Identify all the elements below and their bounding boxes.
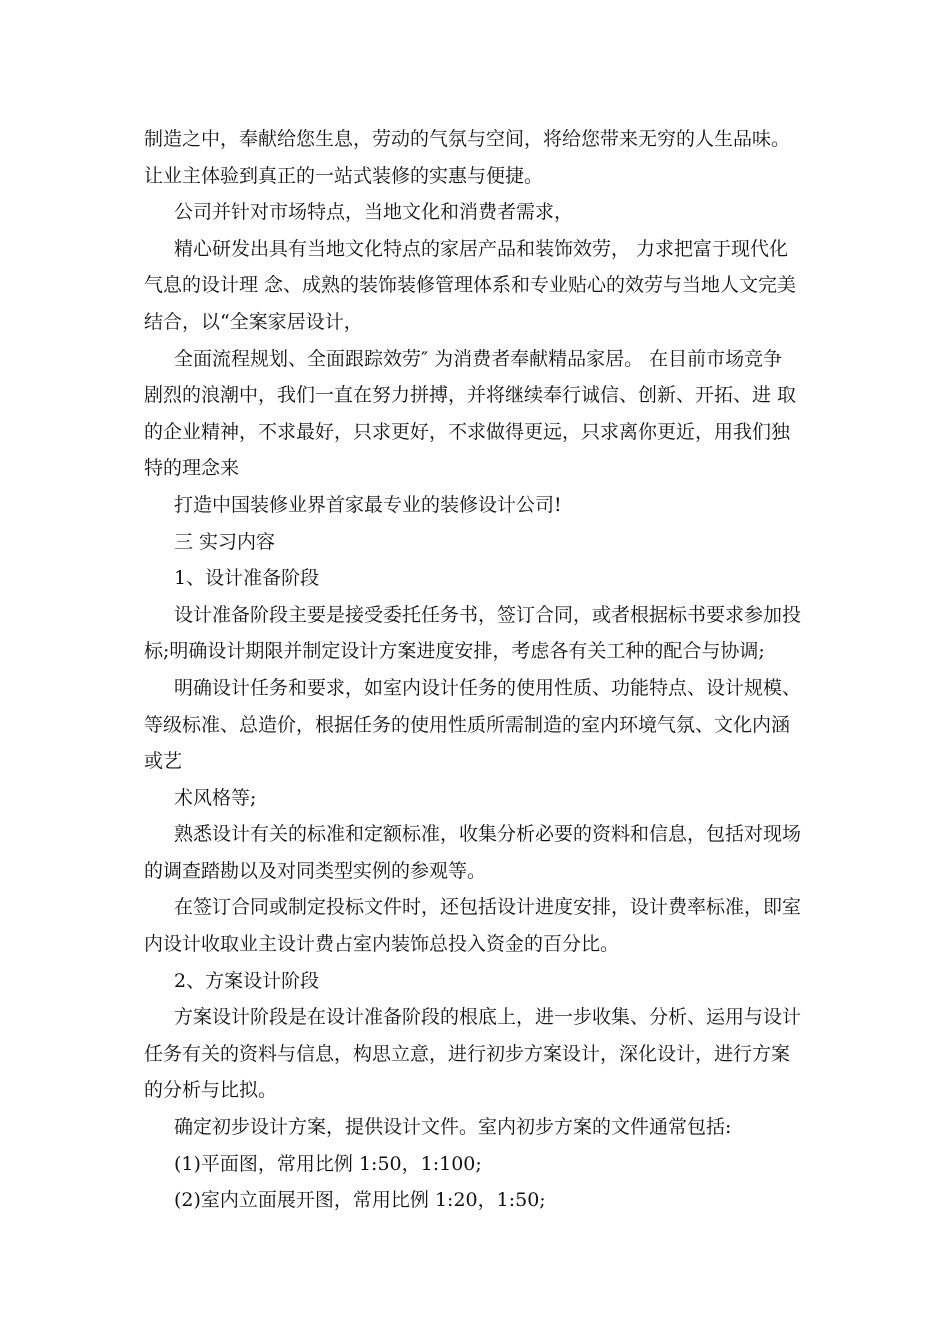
text-line: 精心研发出具有当地文化特点的家居产品和装饰效劳， 力求把富于现代化: [174, 237, 789, 260]
text-line: 三 实习内容: [174, 530, 276, 553]
text-line: 剧烈的浪潮中，我们一直在努力拼搏，并将继续奉行诚信、创新、开拓、进 取: [144, 384, 797, 407]
text-line: 内设计收取业主设计费占室内装饰总投入资金的百分比。: [144, 933, 620, 956]
text-line: 制造之中，奉献给您生息，劳动的气氛与空间，将给您带来无穷的人生品味。: [144, 128, 791, 150]
text-line: 气息的设计理 念、成熟的装饰装修管理体系和专业贴心的效劳与当地人文完美: [144, 274, 797, 297]
text-line: 确定初步设计方案，提供设计文件。室内初步方案的文件通常包括:: [174, 1116, 732, 1139]
text-line: 等级标准、总造价，根据任务的使用性质所需制造的室内环境气氛、文化内涵: [144, 713, 791, 736]
text-line: 熟悉设计有关的标准和定额标准，收集分析必要的资料和信息，包括对现场: [174, 823, 802, 846]
text-line: 公司并针对市场特点，当地文化和消费者需求，: [174, 201, 574, 224]
text-line: (1)平面图，常用比例 1:50，1:100;: [174, 1152, 482, 1175]
text-line: 标;明确设计期限并制定设计方案进度安排，考虑各有关工种的配合与协调;: [144, 640, 765, 663]
text-line: 设计准备阶段主要是接受委托任务书，签订合同，或者根据标书要求参加投: [174, 603, 802, 626]
text-line: 方案设计阶段是在设计准备阶段的根底上，进一步收集、分析、运用与设计: [174, 1006, 802, 1029]
text-line: 1、设计准备阶段: [174, 567, 320, 590]
text-line: 2、方案设计阶段: [174, 969, 320, 992]
text-line: 特的理念来: [144, 457, 240, 480]
text-line: 让业主体验到真正的一站式装修的实惠与便捷。: [144, 164, 544, 187]
text-line: 在签订合同或制定投标文件时，还包括设计进度安排，设计费率标准，即室: [174, 896, 802, 919]
text-line: (2)室内立面展开图，常用比例 1:20，1:50;: [174, 1189, 546, 1212]
text-line: 全面流程规划、全面跟踪效劳″ 为消费者奉献精品家居。 在目前市场竞争: [174, 347, 783, 370]
text-line: 或艺: [144, 750, 183, 773]
text-line: 结合，以“全案家居设计，: [144, 310, 363, 333]
text-line: 的调查踏勘以及对同类型实例的参观等。: [144, 859, 487, 882]
text-line: 的分析与比拟。: [144, 1079, 278, 1102]
text-line: 术风格等;: [174, 786, 257, 809]
text-line: 打造中国装修业界首家最专业的装修设计公司!: [174, 493, 562, 516]
text-line: 的企业精神，不求最好，只求更好，不求做得更远，只求离你更近，用我们独: [144, 420, 791, 443]
text-line: 明确设计任务和要求，如室内设计任务的使用性质、功能特点、设计规模、: [174, 676, 802, 699]
text-line: 任务有关的资料与信息，构思立意，进行初步方案设计，深化设计，进行方案: [144, 1042, 791, 1065]
document-body: [144, 121, 814, 1219]
